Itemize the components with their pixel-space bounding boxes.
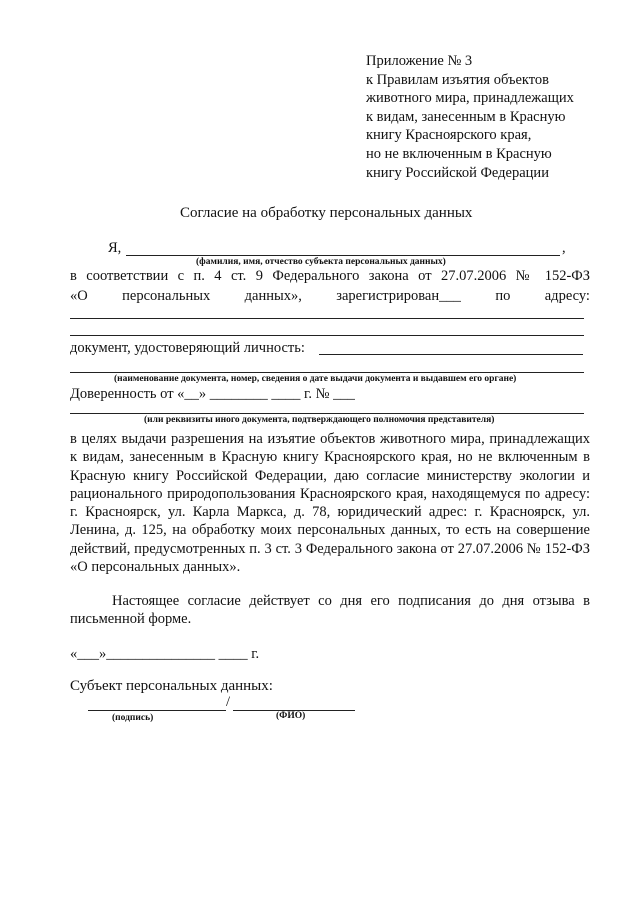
signature-field[interactable] [88,710,226,711]
subject-suffix: , [562,240,566,256]
document-label: документ, удостоверяющий личность: [70,340,305,356]
signature-slash: / [226,694,231,710]
signature-caption: (подпись) [112,713,154,723]
address-field-line-2[interactable] [70,335,584,336]
proxy-line: Доверенность от «__» ________ ____ г. № ___ [70,386,355,402]
name-caption: (ФИО) [276,711,306,721]
law-word: «О [70,288,88,304]
signature-label: Субъект персональных данных: [70,678,273,694]
document-field[interactable] [319,354,583,355]
date-line: «___»_______________ ____ г. [70,646,260,662]
law-word: данных», [244,288,302,304]
validity-paragraph: Настоящее согласие действует со дня его подписания до дня отзыва в письменной форме. [70,593,590,628]
appendix-line: но не включенным в Красную [366,145,552,162]
appendix-line: книгу Красноярского края, [366,127,532,144]
subject-caption: (фамилия, имя, отчество субъекта персональных данных) [196,257,446,267]
document-caption: (наименование документа, номер, сведения о дате выдачи документа и выдавшем его органе) [114,374,517,384]
appendix-line: животного мира, принадлежащих [366,90,574,107]
law-word: адресу: [544,288,590,304]
law-word: по [495,288,511,304]
appendix-line: к Правилам изъятия объектов [366,71,549,88]
appendix-line: Приложение № 3 [366,53,473,69]
document-title: Согласие на обработку персональных данных [180,205,473,221]
law-word: персональных [122,288,211,304]
document-field-line-2[interactable] [70,372,584,373]
law-word: зарегистрирован___ [336,288,461,304]
proxy-field[interactable] [70,413,584,414]
law-reference-line: в соответствии с п. 4 ст. 9 Федерального закона от 27.07.2006 № 152-ФЗ [70,268,590,284]
proxy-caption: (или реквизиты иного документа, подтверждающего полномочия представителя) [144,415,495,425]
appendix-note [366,52,574,182]
subject-name-field[interactable] [126,255,560,256]
purpose-paragraph: в целях выдачи разрешения на изъятие объектов животного мира, принадлежащих к видам, занесенным в Красную книгу Красноярского края, но не включенным в Красную книгу Российской Федерации, даю согласие министерству экологии и рационального природопользования Красноярского края, находящемуся по адресу: г. Красноярск, ул. Карла Маркса, д. 78, юридический адрес: г. Красноярск, ул. Ленина, д. 125, на обработку моих персональных данных, то есть на совершение действий, предусмотренных п. 3 ст. 3 Федерального закона от 27.07.2006 № 152-ФЗ «О персональных данных». [70,431,590,576]
address-field-line-1[interactable] [70,318,584,319]
appendix-line: к видам, занесенным в Красную [366,108,566,125]
subject-prefix: Я, [108,240,122,256]
appendix-line: книгу Российской Федерации [366,164,549,181]
law-reference-line-2 [70,288,590,305]
